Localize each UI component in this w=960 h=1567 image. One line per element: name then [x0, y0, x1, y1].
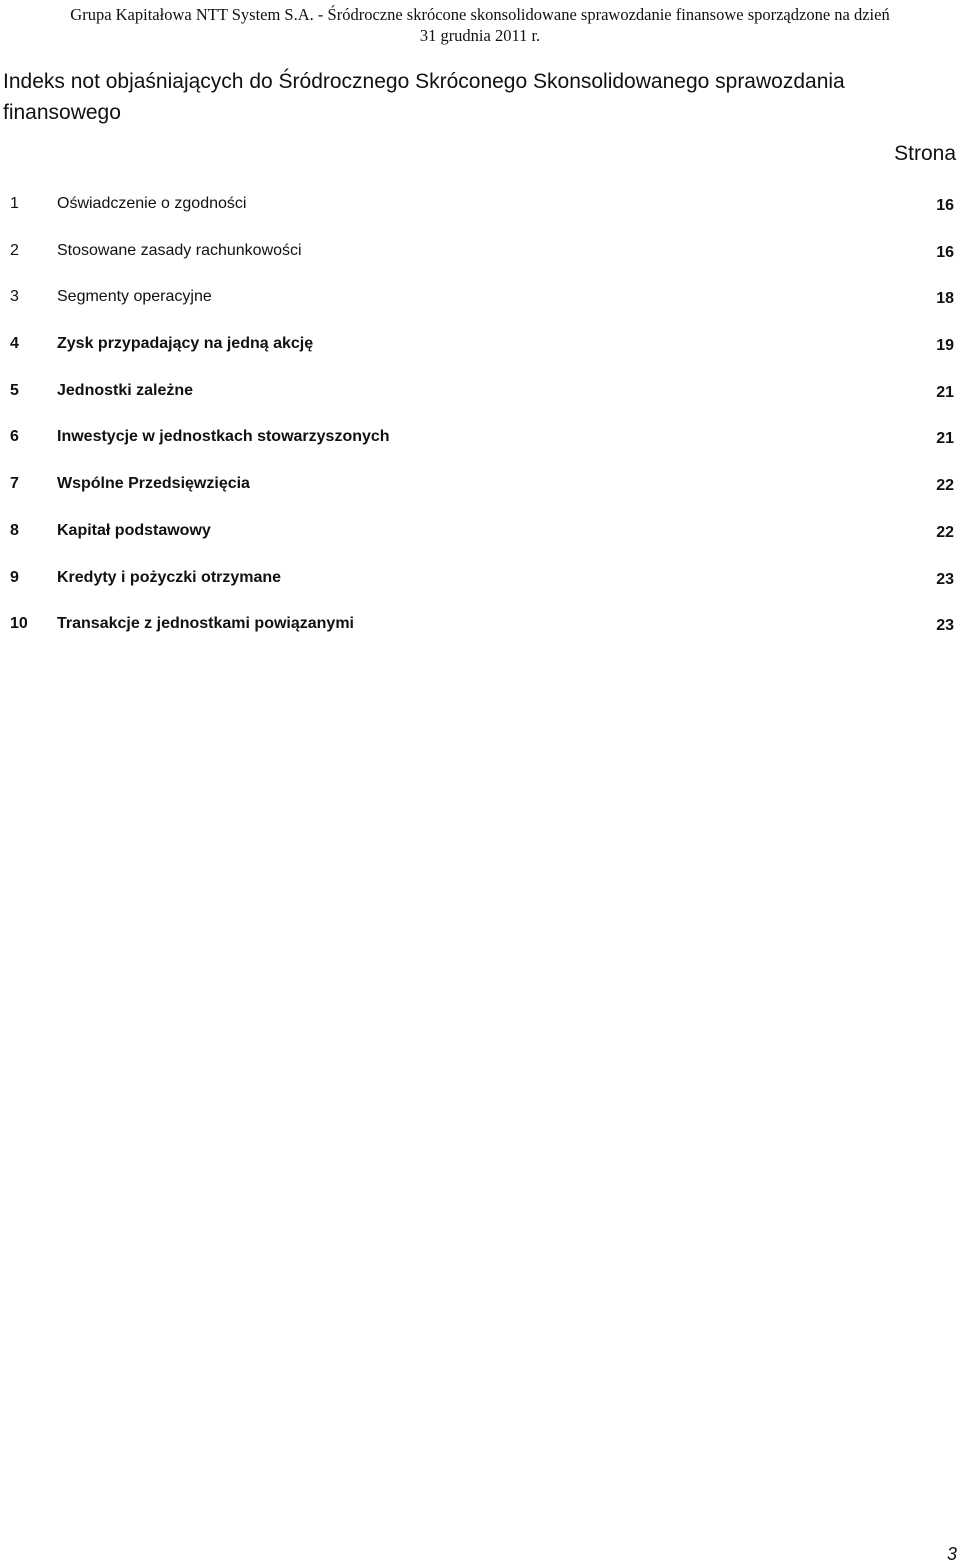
toc-item-number: 10 [10, 615, 28, 633]
toc-item-page: 21 [936, 383, 954, 401]
toc-item-label: Inwestycje w jednostkach stowarzyszonych [57, 428, 390, 446]
toc-item-number: 8 [10, 521, 19, 539]
header-line-1: Grupa Kapitałowa NTT System S.A. - Śródroczne skrócone skonsolidowane sprawozdanie finansowe sporządzone na dzień [70, 5, 890, 24]
toc-item-page: 18 [936, 290, 954, 308]
toc-item-label: Oświadczenie o zgodności [57, 195, 247, 212]
toc-item-number: 7 [10, 475, 19, 493]
toc-item-label: Kapitał podstawowy [57, 521, 211, 539]
toc-item [0, 611, 960, 658]
toc-item-page: 16 [936, 197, 954, 214]
toc-item [0, 518, 960, 565]
toc-item [0, 471, 960, 518]
page-column-label: Strona [894, 142, 956, 165]
document-header [0, 4, 960, 46]
toc-item [0, 424, 960, 471]
toc-item-number: 3 [10, 288, 19, 306]
toc-item-page: 16 [936, 243, 954, 261]
toc-item-number: 9 [10, 568, 19, 586]
toc-item-label: Stosowane zasady rachunkowości [57, 241, 302, 259]
toc-item-label: Jednostki zależne [57, 381, 194, 399]
toc-item-label: Zysk przypadający na jedną akcję [57, 335, 314, 353]
toc-item-number: 4 [10, 335, 19, 353]
toc-item-page: 21 [936, 430, 954, 448]
toc-item-label: Wspólne Przedsięwzięcia [57, 475, 250, 493]
page-number: 3 [946, 1544, 957, 1564]
toc-item-number: 6 [10, 428, 19, 446]
toc-item [0, 238, 960, 285]
toc-list [0, 191, 960, 658]
toc-item [0, 284, 960, 331]
toc-item-number: 2 [10, 241, 19, 259]
index-title: Indeks not objaśniających do Śródrocznego Skróconego Skonsolidowanego sprawozdania finansowego [3, 70, 845, 124]
toc-item-page: 19 [936, 337, 954, 355]
toc-item [0, 191, 960, 238]
toc-item-label: Kredyty i pożyczki otrzymane [57, 568, 282, 586]
toc-item-page: 23 [936, 570, 954, 588]
header-line-2: 31 grudnia 2011 r. [419, 26, 541, 45]
toc-item-page: 23 [936, 617, 954, 635]
toc-item-number: 1 [10, 195, 19, 212]
toc-item [0, 331, 960, 378]
toc-item-label: Transakcje z jednostkami powiązanymi [57, 615, 354, 633]
toc-item-page: 22 [936, 477, 954, 495]
toc-item-page: 22 [936, 523, 954, 541]
toc-item [0, 378, 960, 425]
toc-item-number: 5 [10, 381, 19, 399]
toc-item [0, 565, 960, 612]
toc-item-label: Segmenty operacyjne [57, 288, 212, 306]
